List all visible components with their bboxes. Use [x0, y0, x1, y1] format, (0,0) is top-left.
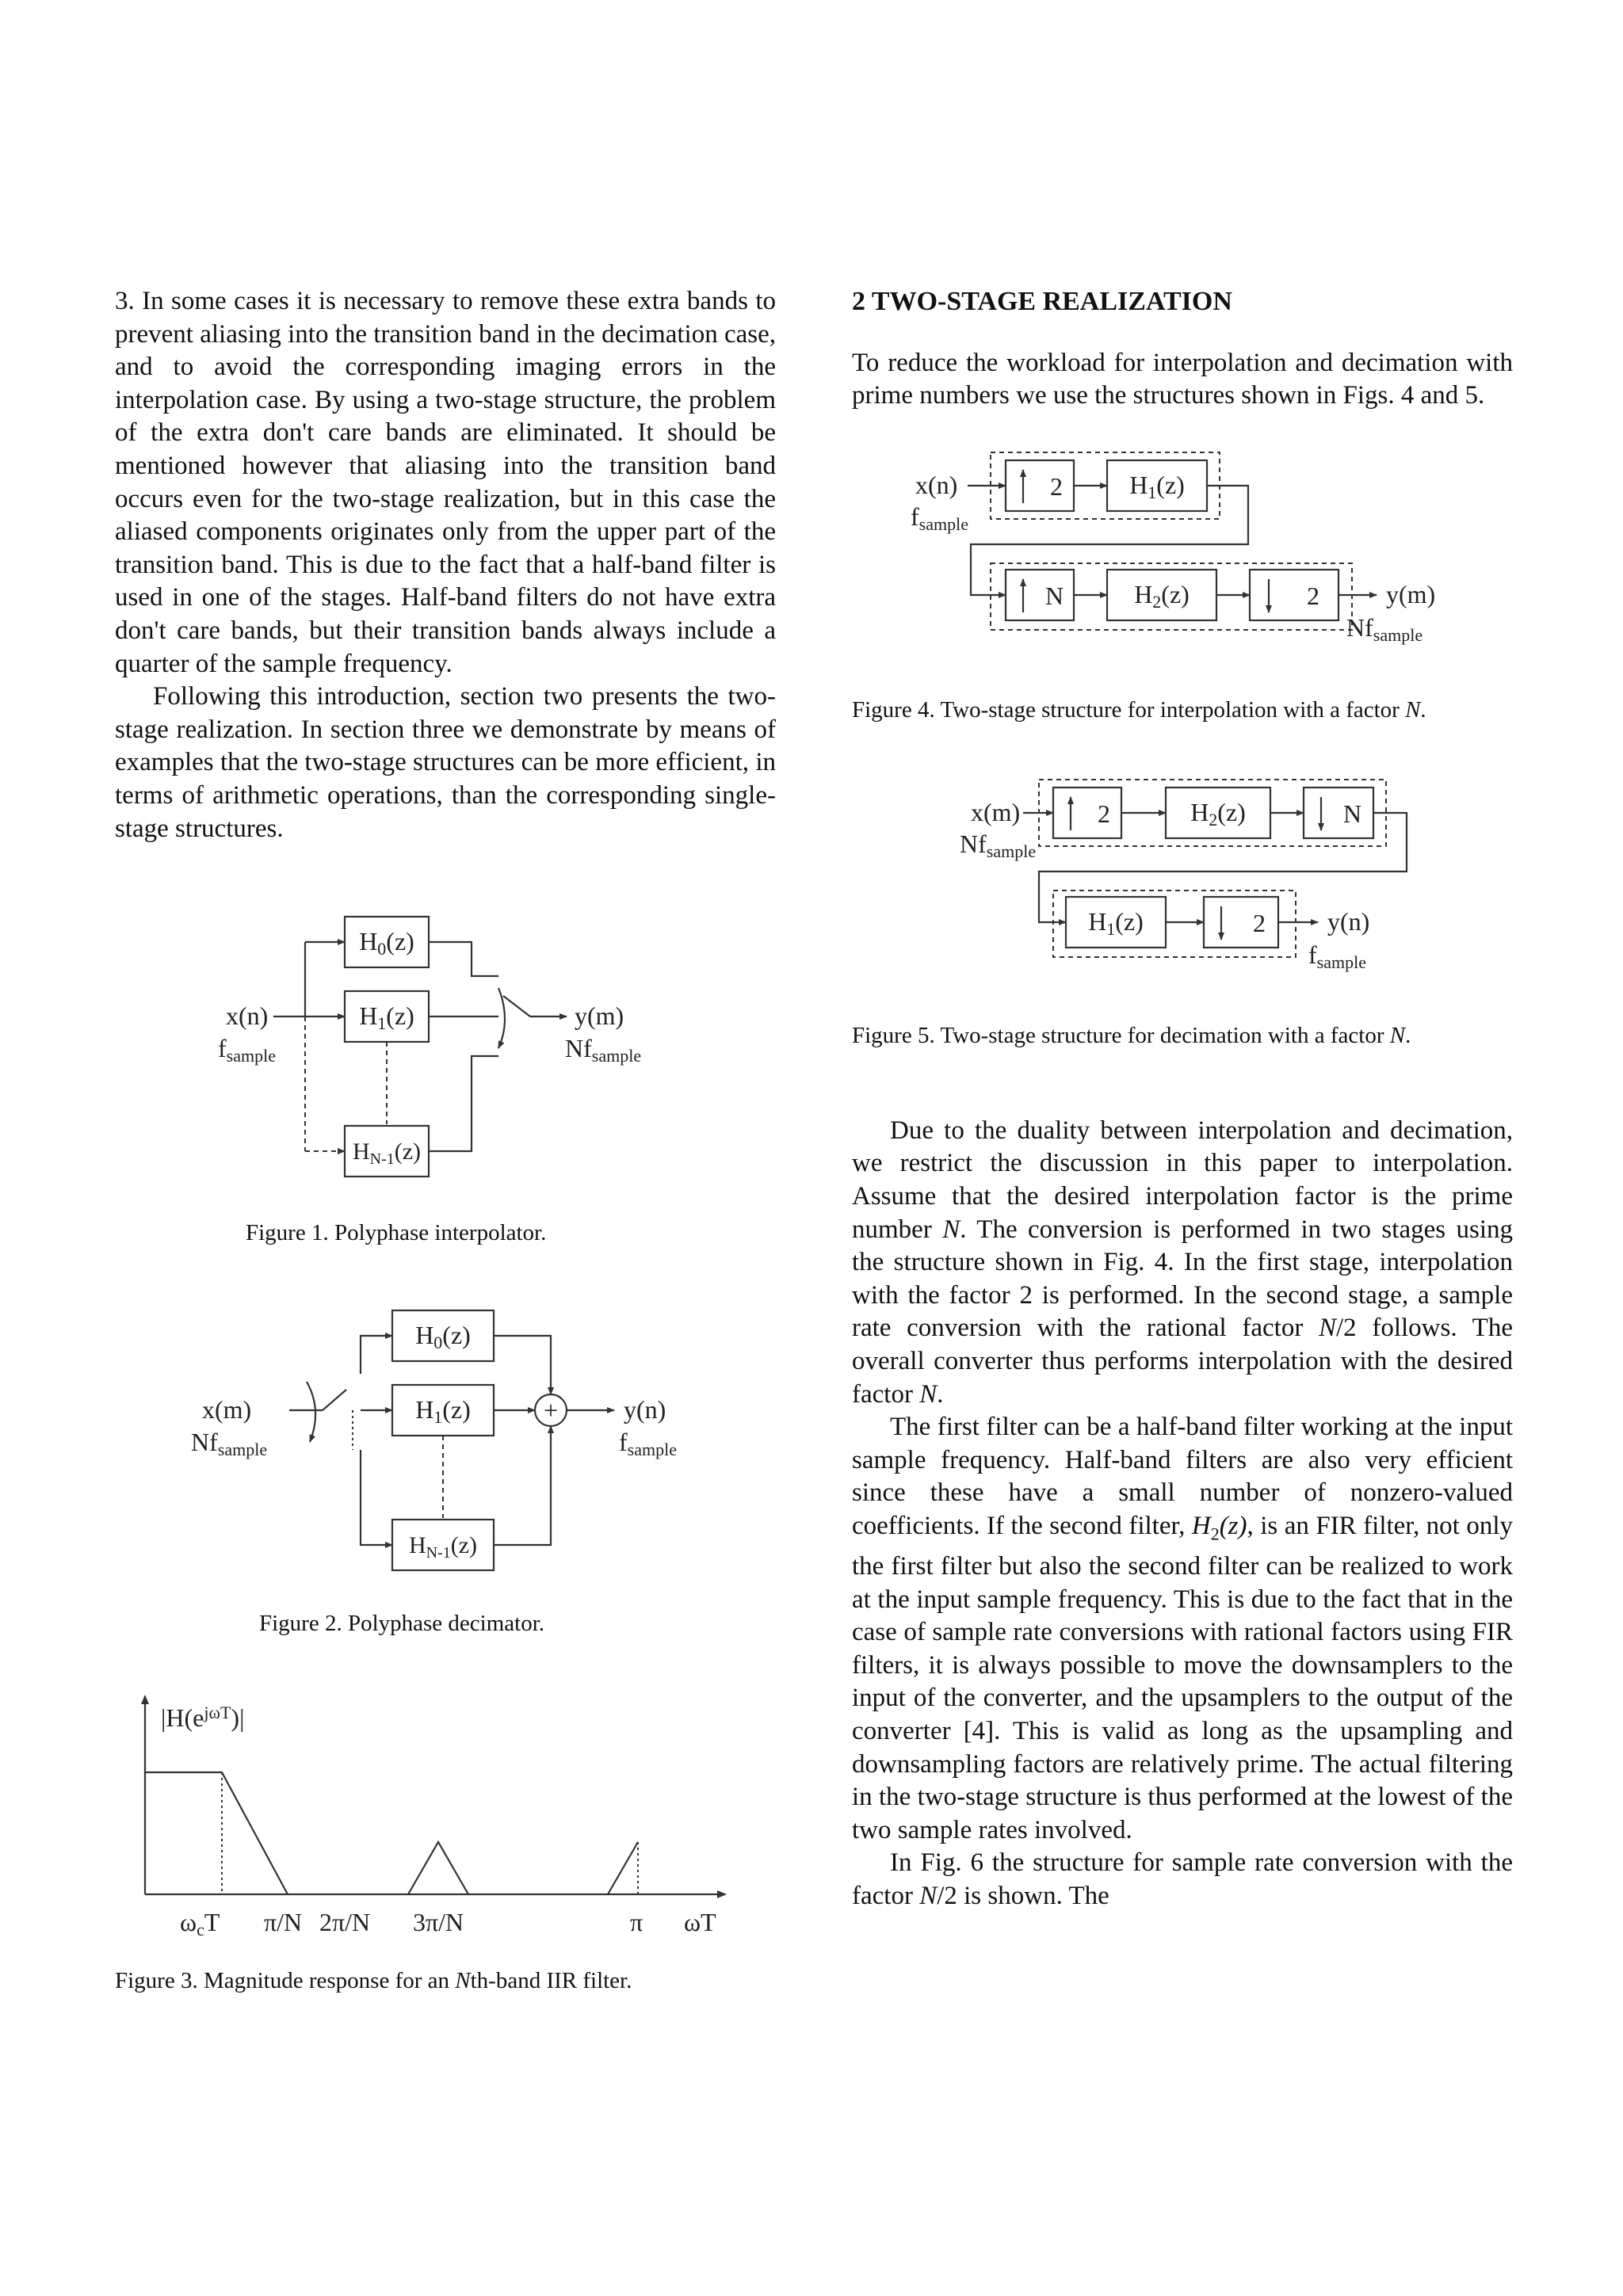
fig4-input-rate: fsample: [911, 502, 968, 534]
fig3-y-label: $|H(e^{j\omega T})|$: [161, 1703, 245, 1733]
polyphase-interpolator-diagram: [115, 909, 776, 1194]
fig4-h1-label: H1(z): [1129, 470, 1185, 502]
fig3-tick-pi: π: [630, 1908, 643, 1937]
fig3-passband-curve: [145, 1772, 288, 1894]
fig1-output-rate: Nfsample: [565, 1034, 642, 1066]
fig4-up-factor: 2: [1050, 471, 1063, 501]
fig4-upN-factor: N: [1045, 581, 1064, 610]
figure-4: [852, 448, 1513, 724]
fig2-out-hn: [494, 1426, 551, 1545]
fig2-in-hn: [361, 1450, 392, 1545]
fig2-output-label: y(n): [624, 1395, 666, 1425]
fig2-input-label: x(m): [202, 1395, 252, 1425]
right-intro: To reduce the workload for interpolation and decimation with prime numbers we use the structures shown in Figs. 4 and 5.: [852, 348, 1513, 410]
fig5-caption: Figure 5. Two-stage structure for decimation with a factor N.: [852, 1022, 1411, 1048]
left-paragraph-1: 3. In some cases it is necessary to remove these extra bands to prevent aliasing into the transition band in the decimation case, and to avoid the corresponding imaging errors in the interpolation case. By using a two-stage structure, the problem of the extra don't care bands are eliminated. It should be mentioned however that aliasing into the transition band occurs even for the two-stage realization, but in this case the aliased components originates only from the upper part of the transition band. This is due to the fact that a half-band filter is used in one of the stages. Half-band filters do not have extra don't care bands, but their transition bands always include a quarter of the sample frequency.: [115, 287, 776, 678]
fig4-caption: Figure 4. Two-stage structure for interpolation with a factor N.: [852, 696, 1426, 723]
fig4-upsampler-2: [1006, 460, 1074, 511]
fig4-h2-label: H2(z): [1134, 579, 1190, 612]
right-paragraph-3: In Fig. 6 the structure for sample rate conversion with the factor N/2 is shown. The: [852, 1848, 1513, 1911]
figure-2: [115, 1302, 776, 1638]
fig2-input-rate: Nfsample: [191, 1428, 268, 1460]
section-heading: 2 TWO-STAGE REALIZATION: [852, 287, 1232, 316]
left-paragraph-2: Following this introduction, section two presents the two-stage realization. In section three we demonstrate by means of examples that the two-stage structures can be more efficient, in terms of arithmetic operations, than the corresponding single-stage structures.: [115, 682, 776, 843]
fig1-h1-label: H1(z): [359, 1001, 414, 1034]
fig2-h0-label: H0(z): [415, 1321, 471, 1353]
fig4-down-factor: 2: [1307, 581, 1319, 610]
fig1-output-label: y(m): [575, 1001, 624, 1031]
fig5-upsampler-2: [1053, 788, 1121, 838]
left-column: [115, 285, 776, 1995]
fig1-switch-blade: [503, 996, 530, 1016]
fig1-out-hn: [429, 1056, 498, 1151]
fig4-output-label: y(m): [1386, 579, 1436, 608]
fig2-out-h0: [494, 1336, 551, 1394]
fig2-adder-label: +: [543, 1396, 559, 1425]
fig1-input-label: x(n): [226, 1001, 269, 1031]
fig4-downsampler-2: [1250, 570, 1338, 620]
right-column: [852, 285, 1513, 1913]
fig5-down-factor: 2: [1253, 908, 1266, 937]
decimation-structure-diagram: [852, 775, 1513, 1005]
fig2-output-rate: fsample: [619, 1428, 677, 1460]
fig2-in-h0: [361, 1336, 392, 1374]
fig5-downsampler-n: [1304, 788, 1373, 838]
fig3-tick-wc: ωcT: [180, 1908, 220, 1939]
fig5-output-rate: fsample: [1308, 940, 1366, 972]
magnitude-response-plot: [115, 1685, 776, 1939]
fig3-tick-2pi-n: 2π/N: [319, 1908, 371, 1937]
fig1-out-h0: [429, 942, 498, 976]
fig5-input-label: x(m): [971, 797, 1021, 826]
fig1-input-rate: fsample: [218, 1034, 276, 1066]
fig5-h1-label: H1(z): [1088, 906, 1144, 939]
interpolation-structure-diagram: [852, 448, 1513, 677]
fig2-hn-label: $H_{N-1}(z)$: [408, 1532, 478, 1562]
fig1-caption: Figure 1. Polyphase interpolator.: [246, 1220, 547, 1246]
fig5-output-label: y(n): [1327, 906, 1370, 936]
fig2-switch-blade: [323, 1390, 346, 1410]
fig4-input-label: x(n): [915, 470, 958, 499]
fig5-h2-label: H2(z): [1190, 797, 1246, 830]
figure-1: [115, 909, 776, 1247]
fig1-h0-label: H0(z): [359, 927, 414, 959]
right-paragraph-1: Due to the duality between interpolation and decimation, we restrict the discussion in this paper to interpolation. Assume that the desired interpolation factor is the prime number N. The conversion is performed in two stages using the structure shown in Fig. 4. In the first stage, interpolation with the factor 2 is performed. In the second stage, a sample rate conversion with the rational factor N/2 follows. The overall converter thus performs interpolation with the desired factor N.: [852, 1116, 1513, 1409]
fig5-input-rate: Nfsample: [960, 829, 1037, 861]
fig3-caption: Figure 3. Magnitude response for an Nth-band IIR filter.: [115, 1968, 632, 1994]
fig3-tick-3pi-n: 3π/N: [413, 1908, 464, 1937]
fig2-caption: Figure 2. Polyphase decimator.: [259, 1611, 545, 1637]
fig2-h1-label: H1(z): [415, 1395, 471, 1428]
fig5-downsampler-2: [1204, 897, 1278, 948]
fig3-image-3pi: [408, 1842, 468, 1894]
fig5-downN-factor: N: [1343, 799, 1362, 828]
fig3-tick-pi-n: π/N: [264, 1908, 303, 1937]
fig5-up-factor: 2: [1098, 799, 1110, 828]
fig3-image-pi: [608, 1842, 638, 1894]
fig2-switch-arc: [307, 1382, 315, 1442]
fig4-output-rate: Nfsample: [1346, 612, 1423, 645]
fig1-hn-label: $H_{N-1}(z)$: [352, 1138, 422, 1169]
figure-5: [852, 775, 1513, 1050]
fig3-x-label: ωT: [684, 1908, 716, 1937]
polyphase-decimator-diagram: [115, 1302, 776, 1588]
right-paragraph-2: The first filter can be a half-band filter working at the input sample frequency. Half-band filters are also very efficient since these have a small number of nonzero-valued coefficients. If the second filter, $H_2(z)$, is an FIR filter, not only the first filter but also the second filter can be realized to work at the input sample frequency. This is due to the fact that in the case of sample rate conversions with rational factors using FIR filters, it is always possible to move the downsamplers to the input of the converter, and the upsamplers to the output of the converter [4]. This is valid as long as the upsampling and downsampling factors are relatively prime. The actual filtering in the two-stage structure is thus performed at the lowest of the two sample rates involved.: [852, 1413, 1513, 1844]
figure-3: [115, 1685, 776, 1995]
